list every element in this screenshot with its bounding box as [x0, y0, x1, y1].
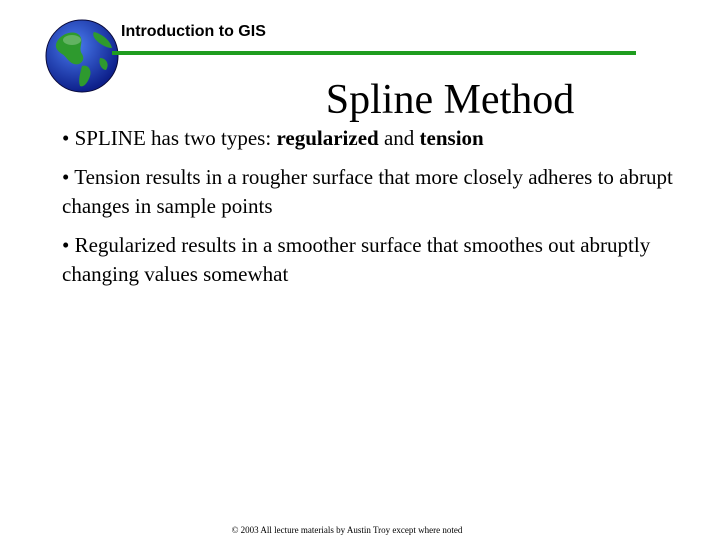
header-divider [112, 51, 636, 55]
bullet-emphasis-regularized: regularized [276, 126, 379, 150]
slide-title [0, 76, 720, 124]
bullet-text: and [378, 126, 420, 150]
bullet-regularized: • Regularized results in a smoother surface that smoothes out abruptly changing values somewhat [62, 233, 651, 286]
footer-text: © 2003 All lecture materials by Austin Troy except where noted [231, 525, 463, 535]
slide-title-text: Spline Method [325, 77, 575, 123]
footer-copyright [0, 525, 720, 535]
bullet-list [62, 124, 682, 299]
bullet-spline-types [62, 124, 682, 153]
course-title: Introduction to GIS [121, 23, 266, 40]
bullet-emphasis-tension: tension [419, 126, 484, 150]
bullet-text: • SPLINE has two types: [62, 126, 277, 150]
bullet-tension: • Tension results in a rougher surface that more closely adheres to abrupt changes in sample points [62, 165, 673, 218]
